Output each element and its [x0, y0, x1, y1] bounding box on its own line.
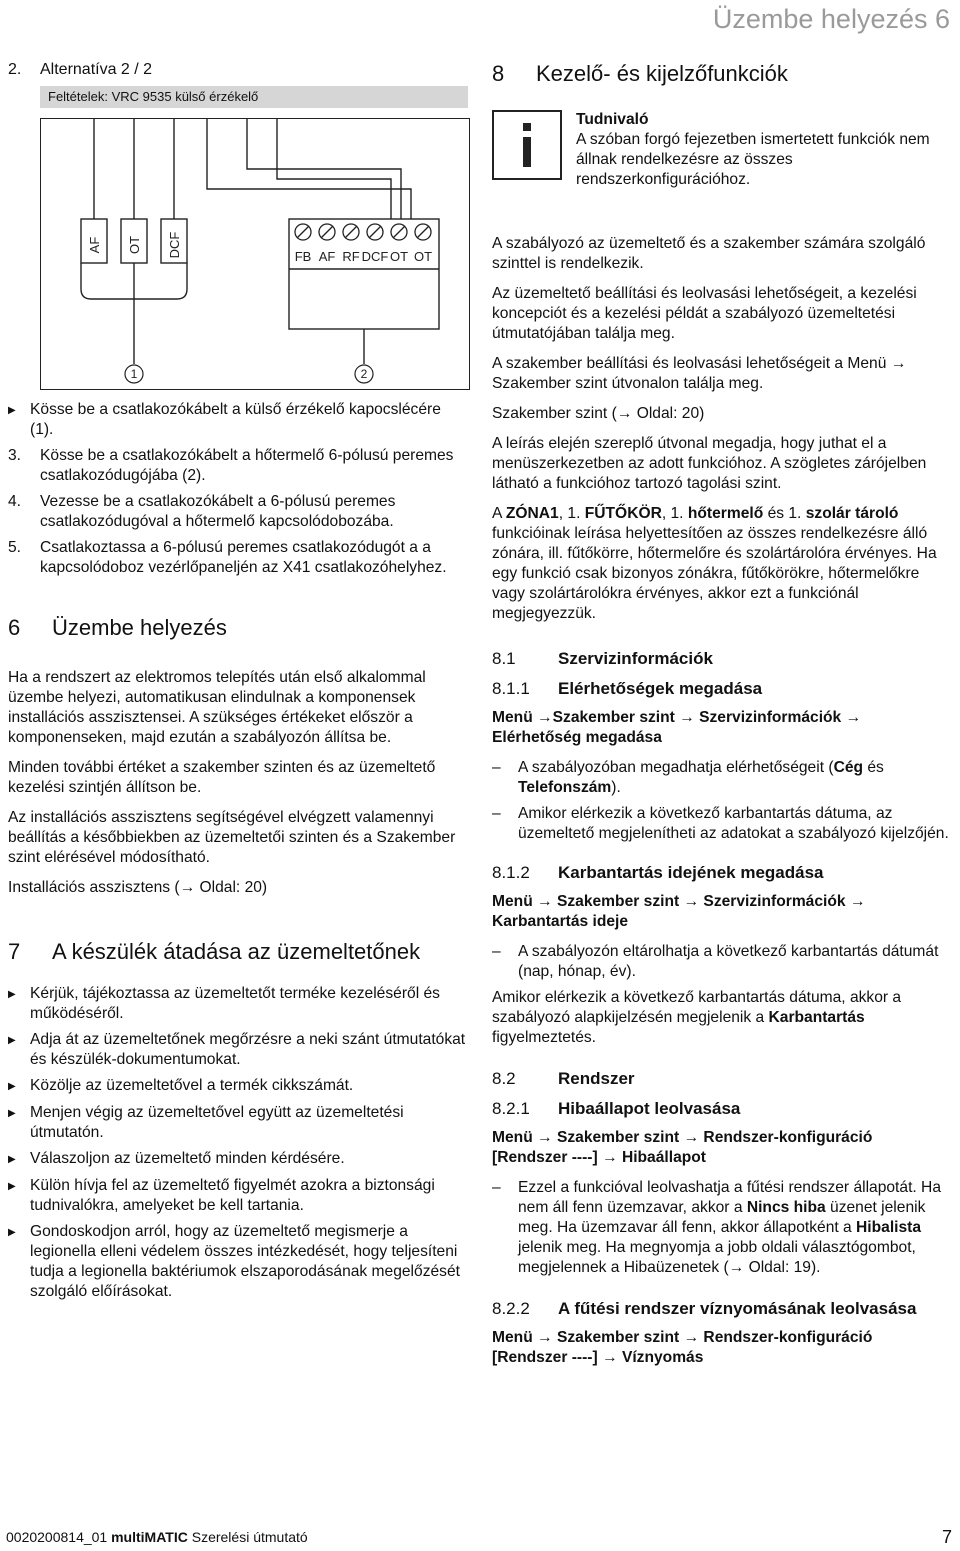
terminal-label-ot1: OT: [389, 249, 409, 264]
sensor-label-dcf: DCF: [167, 231, 182, 259]
section-8-1-2-heading: 8.1.2 Karbantartás idejének megadása: [492, 863, 824, 882]
sec6-cross-reference[interactable]: Installációs asszisztens (→ Oldal: 20): [8, 879, 268, 896]
note-text: A szóban forgó fejezetben ismertetett funkciók nem állnak rendelkezésre az összes rendszerkonfigurációhoz.: [576, 131, 930, 188]
section-8-1-heading: 8.1 Szervizinformációk: [492, 649, 713, 668]
section-8-heading: 8 Kezelő- és kijelzőfunkciók: [492, 61, 788, 86]
list-item: ▶ Külön hívja fel az üzemeltető figyelmét azokra a biztonsági tudnivalókra, amelyeket be kell tartania.: [8, 1177, 435, 1214]
callout-1: 1: [130, 367, 138, 381]
callout-2: 2: [360, 367, 368, 381]
bullet-triangle-icon: ▶: [8, 1154, 16, 1165]
connect-bullet: ▶ Kösse be a csatlakozókábelt a külső érzékelő kapocslécére (1).: [8, 401, 441, 438]
bullet-triangle-icon: ▶: [8, 1035, 16, 1046]
wiring-diagram-svg: [41, 119, 469, 389]
section-8-2-1-heading: 8.2.1 Hibaállapot leolvasása: [492, 1099, 741, 1118]
step-3: 3. Kösse be a csatlakozókábelt a hőtermelő 6-pólusú peremes csatlakozódugójába (2).: [8, 447, 454, 484]
sec6-paragraph-2: Minden további értéket a szakember szinten és az üzemeltető kezelési szintjén állítson be.: [8, 759, 436, 796]
step2-heading: 2. Alternatíva 2 / 2: [8, 61, 153, 78]
conditions-bar: Feltételek: VRC 9535 külső érzékelő: [40, 86, 468, 108]
bullet-triangle-icon: ▶: [8, 1108, 16, 1119]
sensor-label-ot: OT: [127, 235, 142, 255]
bullet-triangle-icon: ▶: [8, 1081, 16, 1092]
info-note: [492, 110, 950, 190]
list-item: ▶ Közölje az üzemeltetővel a termék cikkszámát.: [8, 1076, 468, 1097]
section-8-2-2-heading: 8.2.2 A fűtési rendszer víznyomásának leolvasása: [492, 1299, 917, 1318]
bullet-triangle-icon: ▶: [8, 1227, 16, 1238]
list-item: ▶ Válaszoljon az üzemeltető minden kérdésére.: [8, 1149, 468, 1170]
terminal-label-fb: FB: [294, 249, 312, 264]
list-item: ▶ Gondoskodjon arról, hogy az üzemeltető megismerje a legionella elleni védelem összes intézkedését, hogy teljesíteni tudja a legionella baktériumok elszaporodásának megelőzését szolgáló előírásokat.: [8, 1223, 460, 1300]
bullet-triangle-icon: ▶: [8, 405, 16, 416]
list-item: – A szabályozóban megadhatja elérhetőségeit (Cég és Telefonszám).: [492, 759, 884, 796]
sec8-paragraph-5: A leírás elején szereplő útvonal megadja, hogy juthat el a menüszerkezetben az adott funkcióhoz. A szögletes zárójelben látható a funkcióhoz tartozó tagolási szint.: [492, 435, 927, 492]
step-4: 4. Vezesse be a csatlakozókábelt a 6-pólusú peremes csatlakozódugóval a hőtermelő kapcsolódobozába.: [8, 493, 396, 530]
terminal-label-rf: RF: [342, 249, 360, 264]
sec6-paragraph-1: Ha a rendszert az elektromos telepítés után első alkalommal üzembe helyezi, automatikusan elindulnak a komponensek installációs asszisztensei. A szükséges értékeket először a komponenseken, majd ezután a szabályozón állítsa be.: [8, 669, 426, 746]
running-header: Üzembe helyezés 6: [712, 4, 950, 34]
footer-doc-info: 0020200814_01 multiMATIC Szerelési útmutató: [6, 1529, 308, 1545]
section-8-1-1-heading: 8.1.1 Elérhetőségek megadása: [492, 679, 763, 698]
sec812-paragraph: Amikor elérkezik a következő karbantartás dátuma, akkor a szabályozó alapkijelzésén megjelenik a Karbantartás figyelmeztetés.: [492, 989, 902, 1046]
list-item: – A szabályozón eltárolhatja a következő karbantartás dátumát (nap, hónap, év).: [492, 943, 939, 980]
menu-path-8-1-1: Menü →Szakember szint → Szervizinformációk → Elérhetőség megadása: [492, 709, 862, 746]
list-item: ▶ Adja át az üzemeltetőnek megőrzésre a neki szánt útmutatókat és készülék-dokumentumokat.: [8, 1031, 466, 1068]
terminal-label-ot2: OT: [413, 249, 433, 264]
terminal-label-dcf: DCF: [361, 249, 389, 264]
sec8-cross-reference[interactable]: Szakember szint (→ Oldal: 20): [492, 405, 705, 422]
sec8-paragraph-1: A szabályozó az üzemeltető és a szakember számára szolgáló szinttel is rendelkezik.: [492, 235, 926, 272]
info-icon: [492, 110, 562, 180]
list-item: ▶ Menjen végig az üzemeltetővel együtt az üzemeltetési útmutatón.: [8, 1104, 404, 1141]
step-5: 5. Csatlakoztassa a 6-pólusú peremes csatlakozódugót a a kapcsolódoboz vezérlőpaneljén az X41 csatlakozóhelyhez.: [8, 539, 447, 576]
left-column: [8, 60, 468, 1308]
list-item: – Ezzel a funkcióval leolvashatja a fűtési rendszer állapotát. Ha nem áll fenn üzemzavar, akkor a Nincs hiba üzenet jelenik meg. Ha üzemzavar áll fenn, akkor állapotként a Hibalista jelenik meg. Ha megnyomja a jobb oldali választógombot, megjelennek a Hibaüzenetek (→ Oldal: 19).: [492, 1179, 941, 1276]
list-item: ▶ Kérjük, tájékoztassa az üzemeltetőt terméke kezeléséről és működéséről.: [8, 985, 440, 1022]
sensor-label-af: AF: [87, 236, 102, 254]
section-6-heading: 6 Üzembe helyezés: [8, 615, 227, 640]
sec8-paragraph-6: A ZÓNA1, 1. FŰTŐKÖR, 1. hőtermelő és 1. szolár tároló funkcióinak leírása helyettesítően az összes rendelkezésre álló zónára, ill. fűtőkörre, hőtermelőre és szolártárolóra érvényes. Ha egy funkció csak bizonyos zónákra, fűtőkörökre, hőtermelőkre vagy szolártárolókra érvényes, akkor ezt a funkciónál megjegyezzük.: [492, 505, 937, 622]
bullet-triangle-icon: ▶: [8, 989, 16, 1000]
sec6-paragraph-3: Az installációs asszisztens segítségével elvégzett valamennyi beállítás a későbbiekben az üzemeltetői szinten és a Szakember szint elérésével módosítható.: [8, 809, 456, 866]
page-number: 7: [941, 1527, 952, 1547]
terminal-label-af: AF: [318, 249, 336, 264]
section-7-heading: 7 A készülék átadása az üzemeltetőnek: [8, 939, 421, 964]
menu-path-8-2-2: Menü → Szakember szint → Rendszer-konfiguráció [Rendszer ----] → Víznyomás: [492, 1329, 873, 1366]
menu-path-8-1-2: Menü → Szakember szint → Szervizinformációk → Karbantartás ideje: [492, 893, 866, 930]
bullet-triangle-icon: ▶: [8, 1181, 16, 1192]
menu-path-8-2-1: Menü → Szakember szint → Rendszer-konfiguráció [Rendszer ----] → Hibaállapot: [492, 1129, 873, 1166]
section-7-list: [8, 984, 468, 1302]
wiring-diagram: [40, 118, 470, 390]
sec8-paragraph-3: A szakember beállítási és leolvasási lehetőségeit a Menü → Szakember szint útvonalon találja meg.: [492, 355, 907, 392]
section-8-2-heading: 8.2 Rendszer: [492, 1069, 635, 1088]
list-item: – Amikor elérkezik a következő karbantartás dátuma, az üzemeltető megjelenítheti az adatokat a szabályozó kijelzőjén.: [492, 805, 949, 842]
note-title: Tudnivaló: [576, 111, 649, 128]
right-column: [492, 60, 950, 1378]
sec8-paragraph-2: Az üzemeltető beállítási és leolvasási lehetőségeit, a kezelési koncepciót és a kezelési példát a szabályozó üzemeltetési útmutatójában találja meg.: [492, 285, 917, 342]
